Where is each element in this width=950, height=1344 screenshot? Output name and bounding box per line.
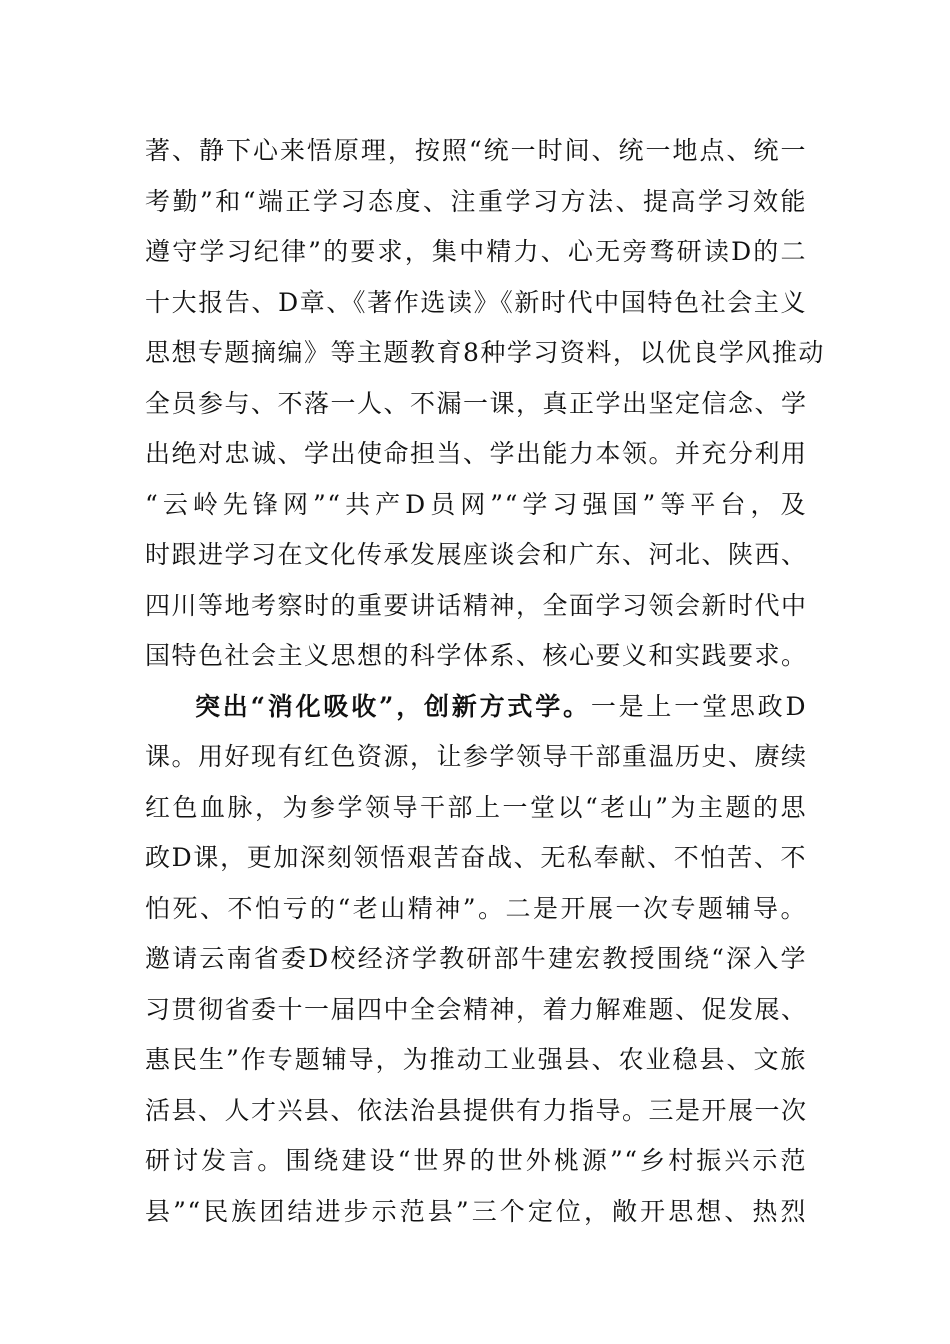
body-text bbox=[145, 126, 825, 1237]
text-line: 出绝对忠诚、学出使命担当、学出能力本领。并充分利用 bbox=[145, 439, 808, 468]
text-line: 时跟进学习在文化传承发展座谈会和广东、河北、陕西、 bbox=[145, 540, 808, 569]
text-line: 十大报告、D章、《著作选读》《新时代中国特色社会主义 bbox=[145, 287, 807, 317]
text-line: 著、静下心来悟原理，按照“统一时间、统一地点、统一 bbox=[145, 136, 807, 165]
text-line: 四川等地考察时的重要讲话精神，全面学习领会新时代中 bbox=[145, 590, 808, 620]
text-line: 政D课，更加深刻领悟艰苦奋战、无私奉献、不怕苦、不 bbox=[145, 843, 807, 872]
text-line: 考勤”和“端正学习态度、注重学习方法、提高学习效能 bbox=[145, 186, 807, 216]
text-line: 全员参与、不落一人、不漏一课，真正学出坚定信念、学 bbox=[145, 388, 808, 418]
paragraph-heading: 突出“消化吸收”，创新方式学。 bbox=[195, 691, 591, 721]
text-line: 县”“民族团结进步示范县”三个定位，敞开思想、热烈 bbox=[145, 1196, 807, 1226]
text-line: 思想专题摘编》等主题教育8种学习资料，以优良学风推动 bbox=[145, 338, 825, 367]
text-line: 惠民生”作专题辅导，为推动工业强县、农业稳县、文旅 bbox=[145, 1045, 807, 1074]
text-line: 邀请云南省委D校经济学教研部牛建宏教授围绕“深入学 bbox=[145, 944, 807, 973]
text-line: 活县、人才兴县、依法治县提供有力指导。三是开展一次 bbox=[145, 1095, 808, 1125]
text-line: 研讨发言。围绕建设“世界的世外桃源”“乡村振兴示范 bbox=[145, 1146, 807, 1175]
text-line: 遵守学习纪律”的要求，集中精力、心无旁骛研读D的二 bbox=[145, 237, 807, 266]
text-line: 怕死、不怕亏的“老山精神”。二是开展一次专题辅导。 bbox=[145, 893, 807, 923]
text-span: 一是上一堂思政D bbox=[590, 691, 808, 721]
paragraph-start-line bbox=[145, 682, 807, 733]
text-line: 课。用好现有红色资源，让参学领导干部重温历史、赓续 bbox=[145, 742, 808, 771]
text-line: 国特色社会主义思想的科学体系、核心要义和实践要求。 bbox=[145, 641, 808, 670]
text-line: 红色血脉，为参学领导干部上一堂以“老山”为主题的思 bbox=[145, 792, 807, 822]
text-line: 习贯彻省委十一届四中全会精神，着力解难题、促发展、 bbox=[145, 994, 808, 1024]
text-line: “云岭先锋网”“共产D员网”“学习强国”等平台，及 bbox=[145, 489, 807, 519]
